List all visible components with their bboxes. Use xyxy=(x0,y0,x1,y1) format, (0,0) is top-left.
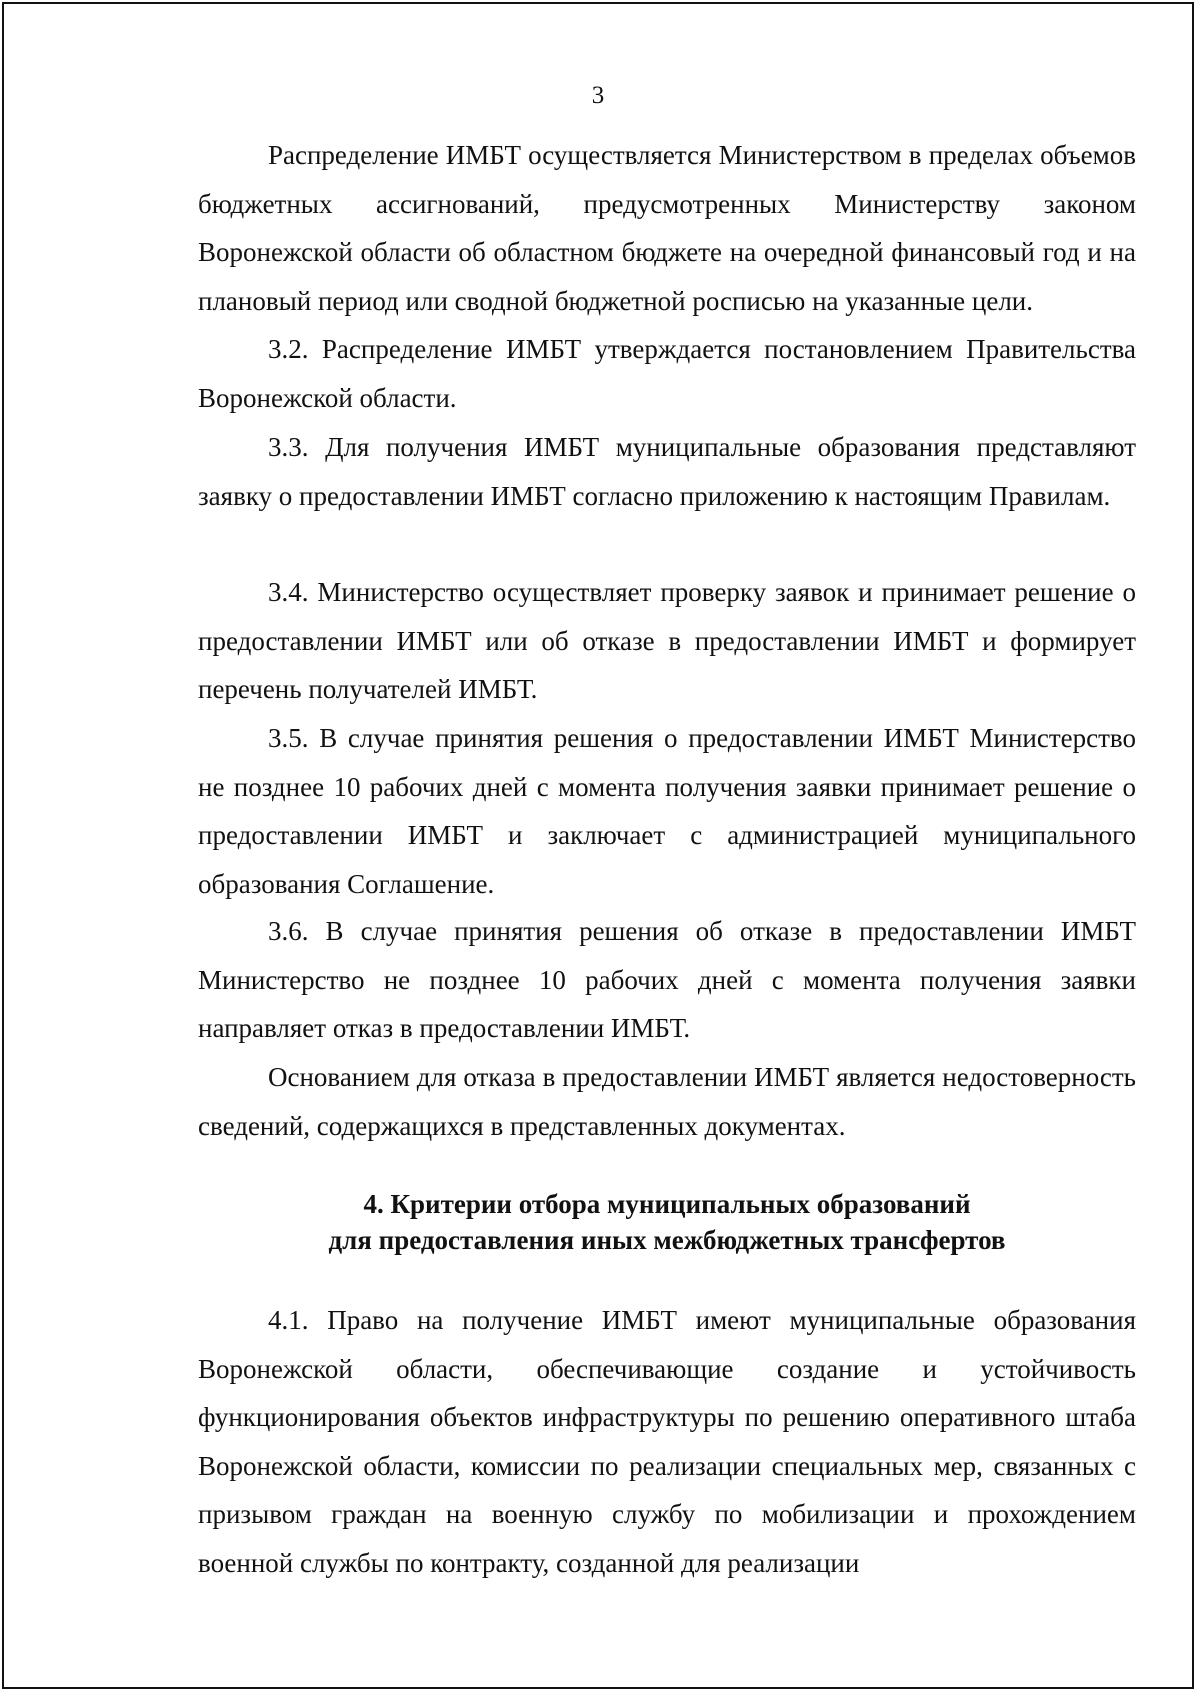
paragraph-3-3: 3.3. Для получения ИМБТ муниципальные образования представляют заявку о предоставлении ИМБТ согласно приложению к настоящим Правилам. xyxy=(198,432,1136,511)
section-heading-line2: для предоставления иных межбюджетных трансфертов xyxy=(328,1225,1006,1255)
paragraph-3-2: 3.2. Распределение ИМБТ утверждается постановлением Правительства Воронежской области. xyxy=(198,334,1136,413)
document-page xyxy=(2,2,1194,1689)
paragraph-3-5: 3.5. В случае принятия решения о предоставлении ИМБТ Министерство не позднее 10 рабочих дней с момента получения заявки принимает решение о предоставлении ИМБТ и заключает с администрацией муниципального образования Соглашение. xyxy=(198,723,1136,899)
paragraph-3-4: 3.4. Министерство осуществляет проверку заявок и принимает решение о предоставлении ИМБТ или об отказе в предоставлении ИМБТ и формирует перечень получателей ИМБТ. xyxy=(198,577,1136,704)
paragraph-distribution-intro: Распределение ИМБТ осуществляется Министерством в пределах объемов бюджетных ассигнований, предусмотренных Министерству законом Воронежской области об областном бюджете на очередной финансовый год и на плановый период или сводной бюджетной росписью на указанные цели. xyxy=(198,140,1136,316)
section-heading-line1: 4. Критерии отбора муниципальных образований xyxy=(363,1189,971,1219)
paragraph-3-6: 3.6. В случае принятия решения об отказе в предоставлении ИМБТ Министерство не позднее 10 рабочих дней с момента получения заявки направляет отказ в предоставлении ИМБТ. xyxy=(198,916,1136,1043)
paragraph-4-1: 4.1. Право на получение ИМБТ имеют муниципальные образования Воронежской области, обеспечивающие создание и устойчивость функционирования объектов инфраструктуры по решению оперативного штаба Воронежской области, комиссии по реализации специальных мер, связанных с призывом граждан на военную службу по мобилизации и прохождением военной службы по контракту, созданной для реализации xyxy=(198,1305,1136,1578)
section-heading xyxy=(198,1186,1136,1258)
paragraph-refusal-grounds: Основанием для отказа в предоставлении ИМБТ является недостоверность сведений, содержащихся в представленных документах. xyxy=(198,1062,1136,1141)
page-number: 3 xyxy=(591,82,605,109)
